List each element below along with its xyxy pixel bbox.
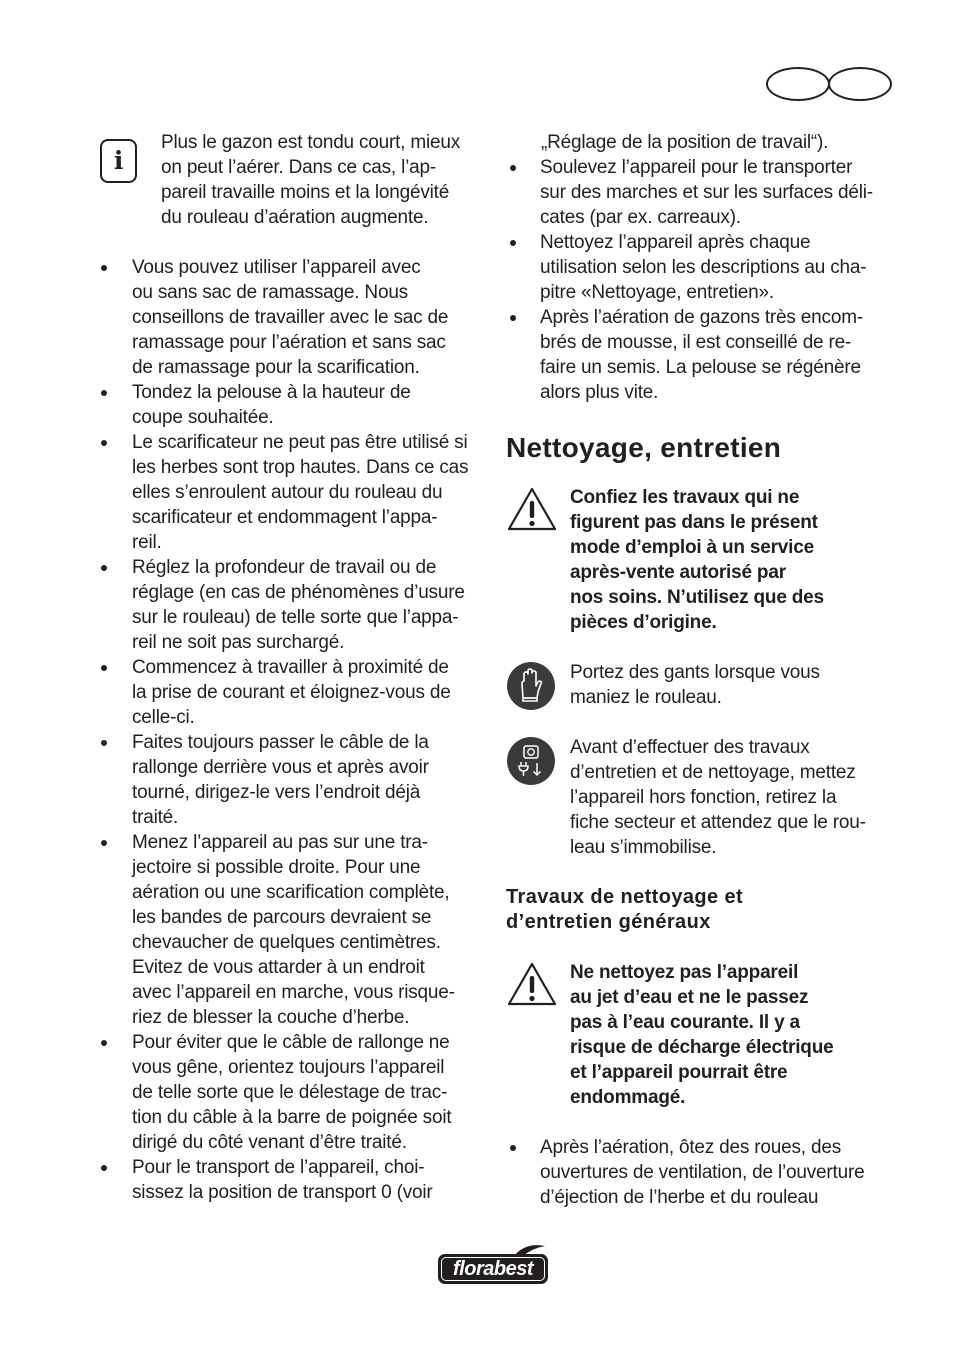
right-bullet-list [506,155,896,405]
gloves-icon [507,662,555,710]
list-item: Menez l’appareil au pas sur une tra- jectoire si possible droite. Pour une aération ou une scarification complète, les bandes de parcours devraient se chevaucher de quelques centimètres. Evitez de vous attarder à un endroit avec l’appareil en marche, vous risque- riez de blesser la couche d’herbe. [98,830,488,1030]
logo-text: florabest [453,1258,533,1280]
language-badge [766,67,890,100]
right-bullet-list-2 [506,1135,896,1210]
warning-text: Ne nettoyez pas l’appareil au jet d’eau et ne le passez pas à l’eau courante. Il y a risque de décharge électrique et l’appareil pourrait être endommagé. [570,962,834,1108]
warning-triangle-icon [506,485,558,533]
list-item: Après l’aération de gazons très encom- brés de mousse, il est conseillé de re- faire un semis. La pelouse se régénère alors plus vite. [506,305,896,405]
warning-text: Confiez les travaux qui ne figurent pas dans le présent mode d’emploi à un service après-vente autorisé par nos soins. N’utilisez que des pièces d’origine. [570,487,824,633]
list-item: Nettoyez l’appareil après chaque utilisation selon les descriptions au cha- pitre «Nettoyage, entretien». [506,230,896,305]
subsection-title: Travaux de nettoyage et d’entretien généraux [506,886,744,933]
list-item: Faites toujours passer le câble de la rallonge derrière vous et après avoir tourné, dirigez-le vers l’endroit déjà traité. [98,730,488,830]
warning-triangle-icon [506,960,558,1008]
list-item: Vous pouvez utiliser l’appareil avec ou sans sac de ramassage. Nous conseillons de travailler avec le sac de ramassage pour l’aération et sans sac de ramassage pour la scarification. [98,255,488,380]
list-item: Pour le transport de l’appareil, choi- sissez la position de transport 0 (voir [98,1155,488,1205]
list-item: Réglez la profondeur de travail ou de réglage (en cas de phénomènes d’usure sur le rouleau) de telle sorte que l’appa- reil ne soit pas surchargé. [98,555,488,655]
list-item: Soulevez l’appareil pour le transporter sur des marches et sur les surfaces déli- cates (par ex. carreaux). [506,155,896,230]
left-column [98,130,488,1205]
warning-block-water [506,960,896,1110]
unplug-icon [507,737,555,785]
info-note [98,130,488,230]
list-item: Après l’aération, ôtez des roues, des ouvertures de ventilation, de l’ouverture d’éjection de l’herbe et du rouleau [506,1135,896,1210]
info-icon: i [100,139,137,183]
list-item: Pour éviter que le câble de rallonge ne vous gêne, orientez toujours l’appareil de telle sorte que le délestage de trac- tion du câble à la barre de poignée soit dirigé du côté venant d’être traité. [98,1030,488,1155]
left-bullet-list [98,255,488,1205]
unplug-note-text: Avant d’effectuer des travaux d’entretien et de nettoyage, mettez l’appareil hors fonction, retirez la fiche secteur et attendez que le rou- leau s’immobilise. [570,737,866,858]
info-note-text: Plus le gazon est tondu court, mieux on peut l’aérer. Dans ce cas, l’ap- pareil travaille moins et la longévité du rouleau d’aération augmente. [161,132,461,228]
florabest-logo [438,1244,550,1290]
language-badge-right-oval [828,67,892,101]
warning-block-repairs [506,485,896,635]
gloves-note-text: Portez des gants lorsque vous maniez le rouleau. [570,662,820,708]
continued-text: „Réglage de la position de travail“). [541,132,829,153]
right-column [506,130,896,1210]
list-item: Commencez à travailler à proximité de la prise de courant et éloignez-vous de celle-ci. [98,655,488,730]
section-title: Nettoyage, entretien [506,432,782,463]
list-item: Tondez la pelouse à la hauteur de coupe souhaitée. [98,380,488,430]
gloves-note [506,660,896,710]
list-item: Le scarificateur ne peut pas être utilisé si les herbes sont trop hautes. Dans ce cas elles s’enroulent autour du rouleau du scarificateur et endommagent l’appa- reil. [98,430,488,555]
language-badge-left-oval [766,67,830,101]
unplug-note [506,735,896,860]
